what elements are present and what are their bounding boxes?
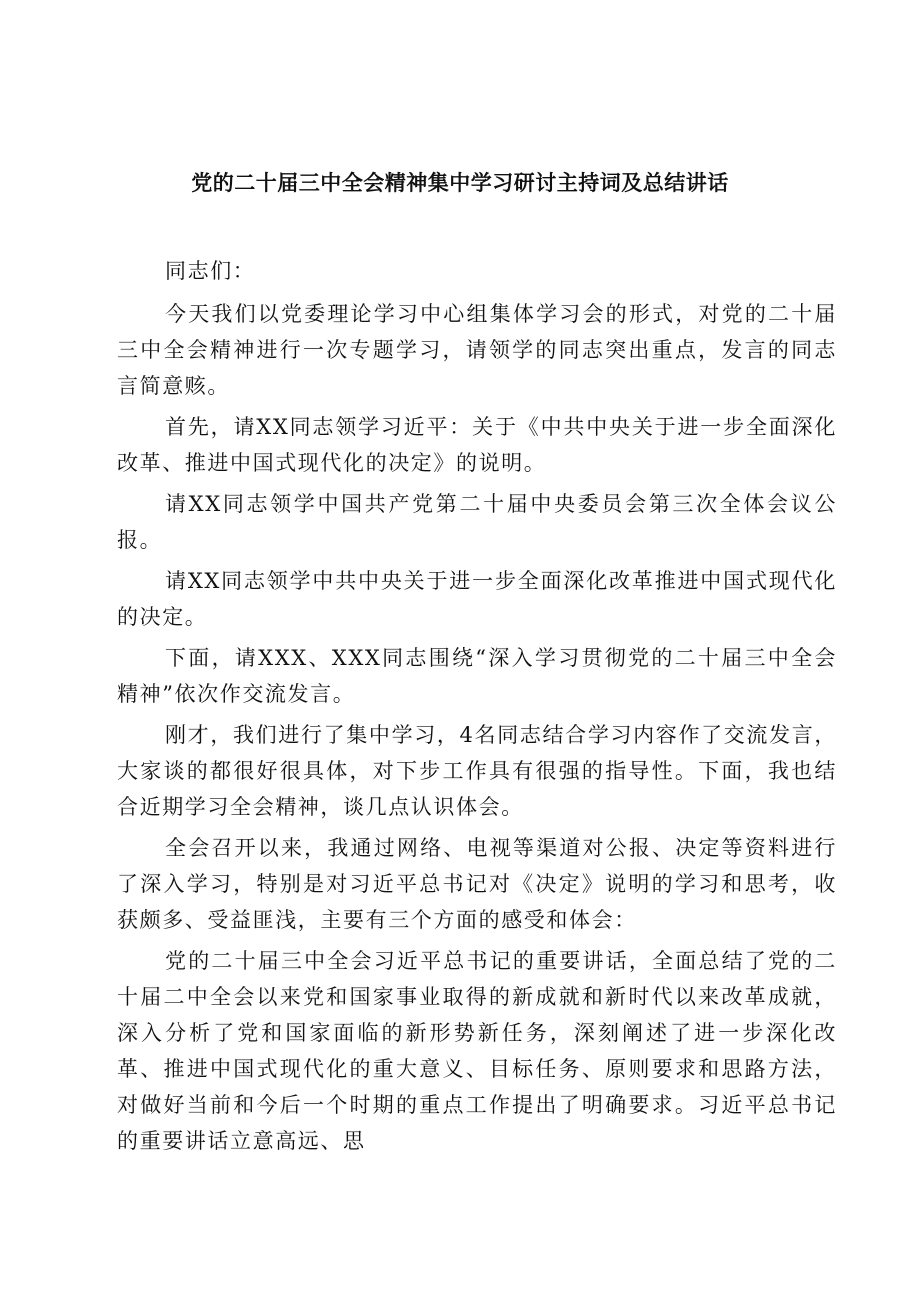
paragraph: 党的二十届三中全会习近平总书记的重要讲话，全面总结了党的二十届二中全会以来党和国家事业取得的新成就和新时代以来改革成就，深入分析了党和国家面临的新形势新任务，深刻阐述了进一步深化改革、推进中国式现代化的重大意义、目标任务、原则要求和思路方法，对做好当前和今后一个时期的重点工作提出了明确要求。习近平总书记的重要讲话立意高远、思 bbox=[117, 949, 837, 1153]
paragraph: 全会召开以来，我通过网络、电视等渠道对公报、决定等资料进行了深入学习，特别是对习近平总书记对《决定》说明的学习和思考，收获颇多、受益匪浅，主要有三个方面的感受和体会： bbox=[117, 836, 837, 932]
paragraph: 请XX同志领学中国共产党第二十届中央委员会第三次全体会议公报。 bbox=[117, 492, 837, 552]
paragraph: 刚才，我们进行了集中学习，4名同志结合学习内容作了交流发言，大家谈的都很好很具体，对下步工作具有很强的指导性。下面，我也结合近期学习全会精神，谈几点认识体会。 bbox=[117, 723, 837, 819]
paragraph: 请XX同志领学中共中央关于进一步全面深化改革推进中国式现代化的决定。 bbox=[117, 569, 837, 629]
document-body bbox=[117, 253, 837, 1164]
paragraph: 今天我们以党委理论学习中心组集体学习会的形式，对党的二十届三中全会精神进行一次专题学习，请领学的同志突出重点，发言的同志言简意赅。 bbox=[117, 302, 837, 398]
salutation: 同志们： bbox=[165, 259, 256, 283]
paragraph: 下面，请XXX、XXX同志围绕“深入学习贯彻党的二十届三中全会精神”依次作交流发言。 bbox=[117, 646, 837, 706]
document-title: 党的二十届三中全会精神集中学习研讨主持词及总结讲话 bbox=[191, 171, 729, 195]
paragraph: 首先，请XX同志领学习近平：关于《中共中央关于进一步全面深化改革、推进中国式现代化的决定》的说明。 bbox=[117, 415, 837, 475]
